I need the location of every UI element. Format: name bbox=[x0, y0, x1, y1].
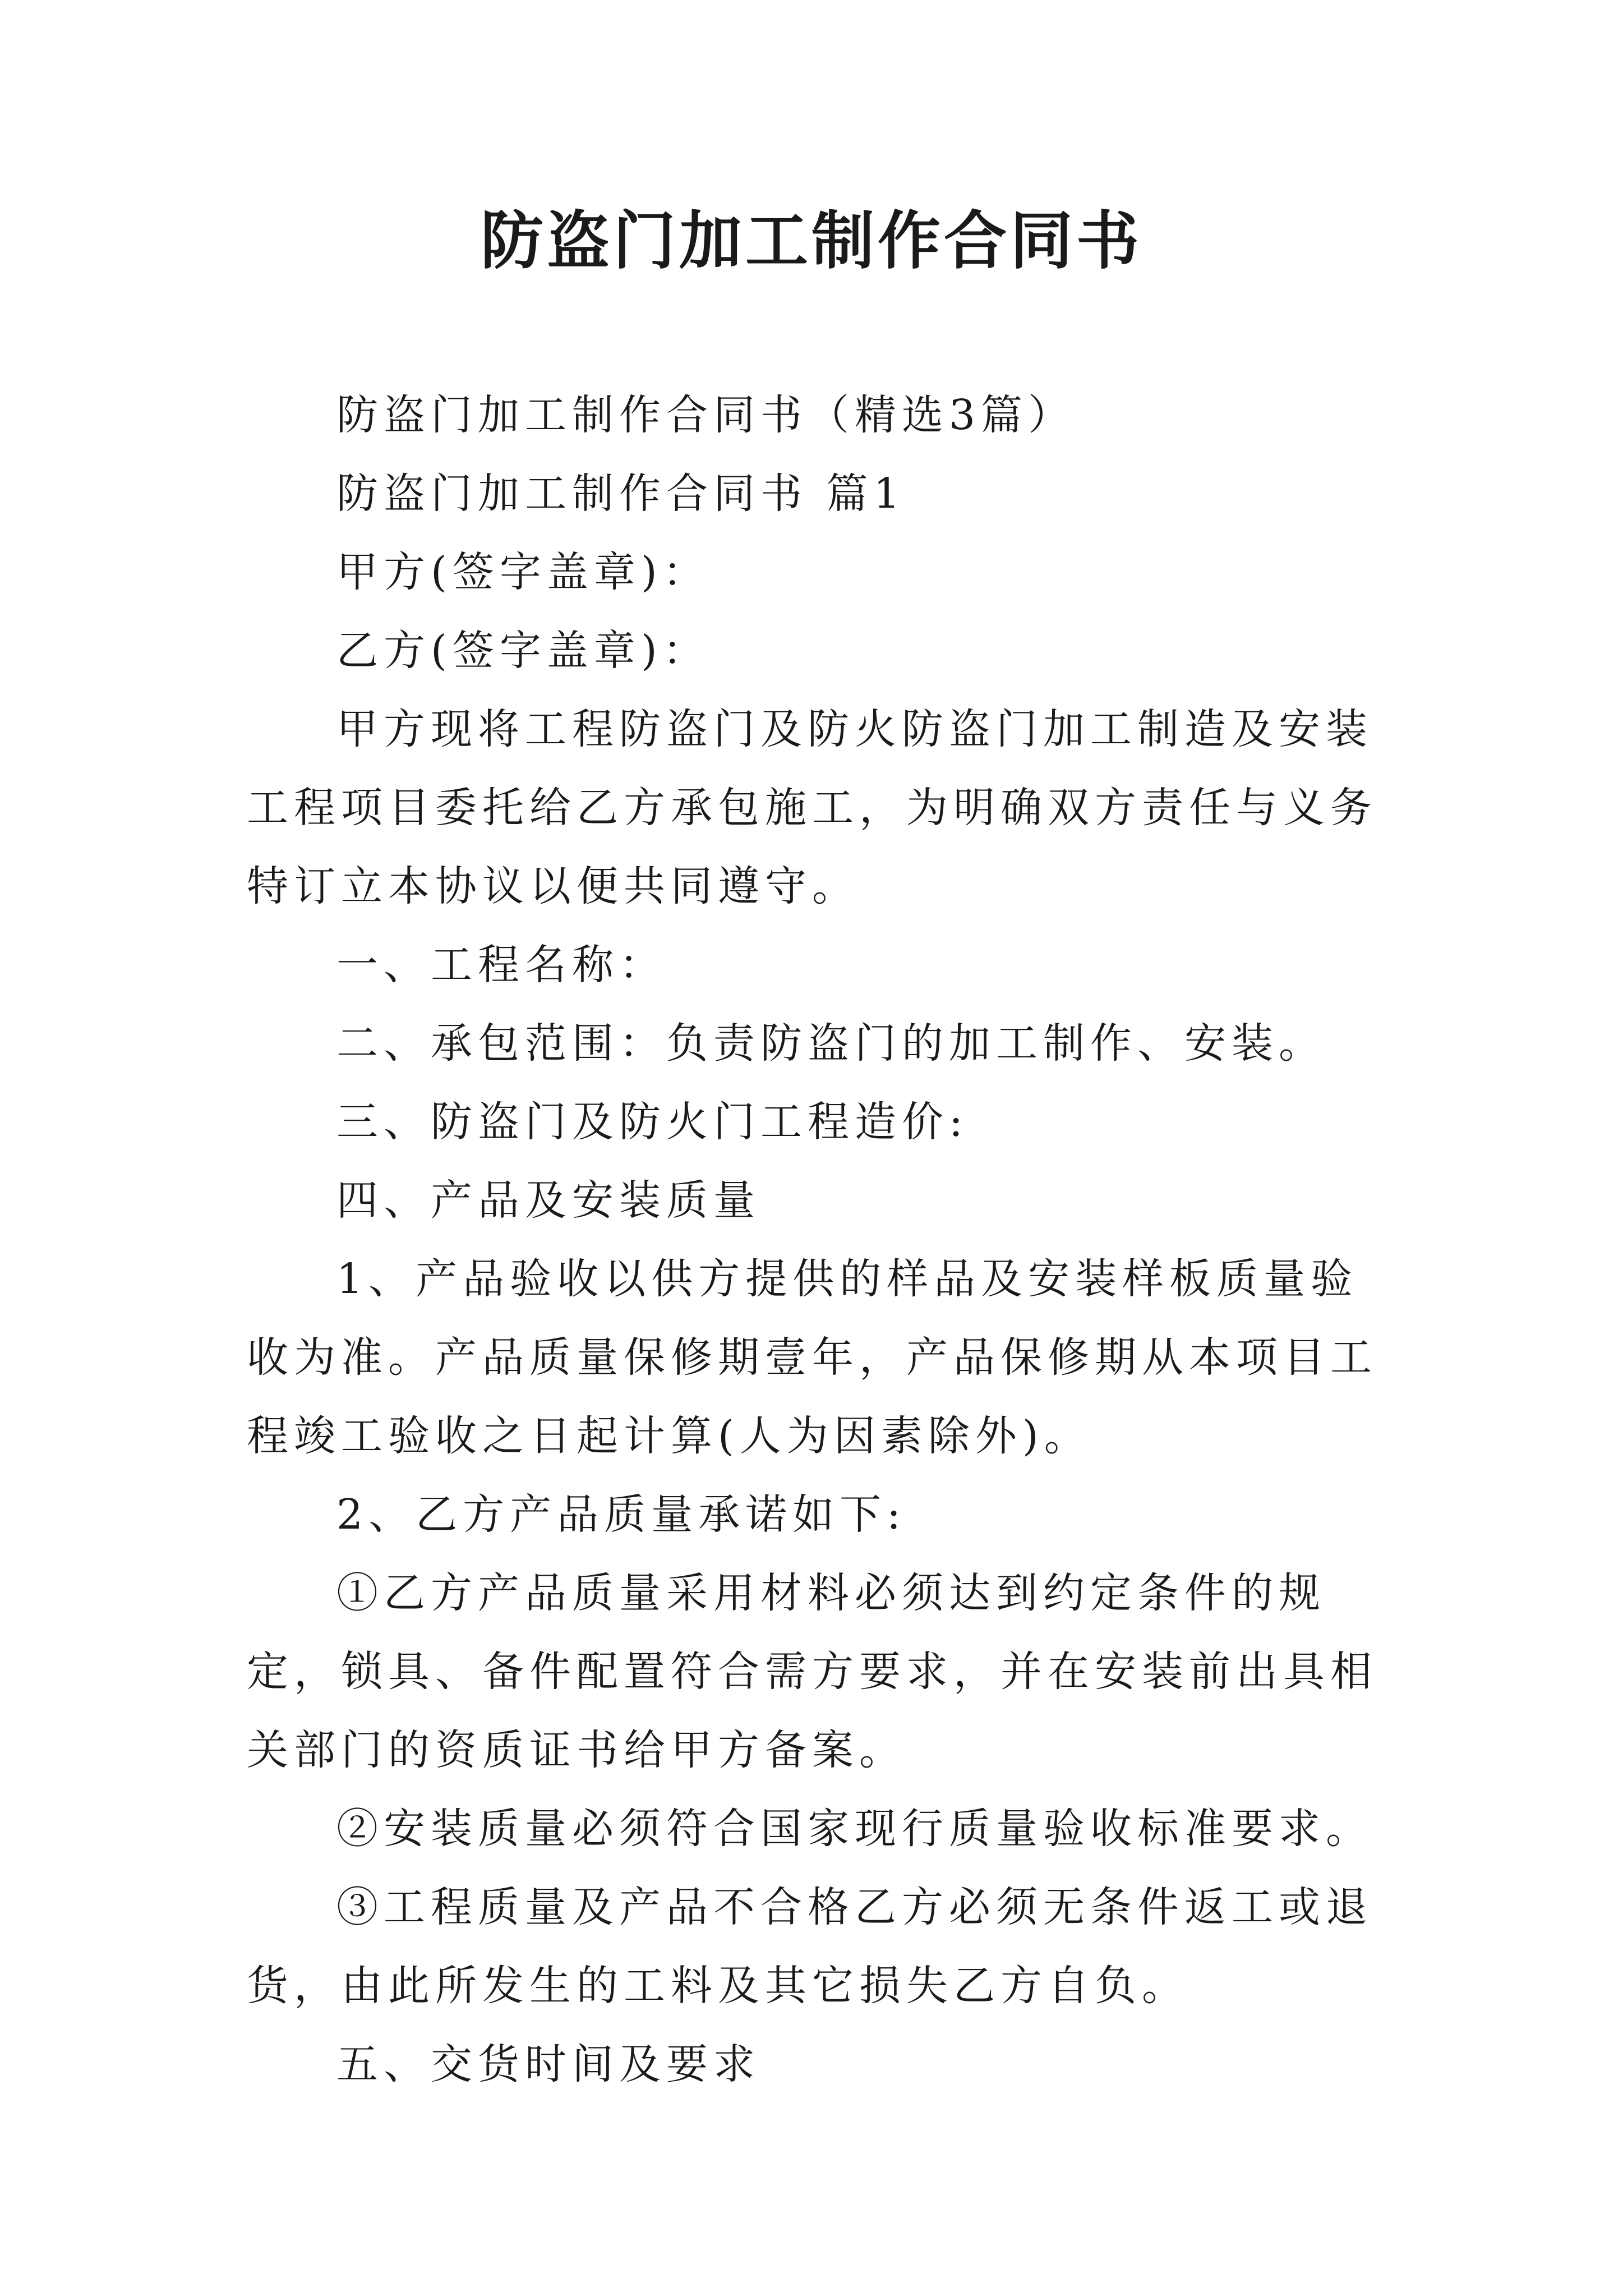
paragraph-section-5: 五、交货时间及要求 bbox=[336, 2040, 760, 2088]
paragraph-section-3: 三、防盗门及防火门工程造价: bbox=[336, 1098, 969, 1146]
paragraph-section-2: 二、承包范围：负责防盗门的加工制作、安装。 bbox=[336, 1019, 1326, 1068]
paragraph-section-1: 一、工程名称： bbox=[336, 941, 666, 989]
paragraph-subtitle: 防盗门加工制作合同书（精选3篇） bbox=[336, 391, 1076, 439]
paragraph-item-4-1: 1、产品验收以供方提供的样品及安装样板质量验收为准。产品质量保修期壹年，产品保修期从本项目工程竣工验收之日起计算(人为因素除外)。 bbox=[247, 1255, 1377, 1460]
paragraph-item-4-2: 2、乙方产品质量承诺如下: bbox=[336, 1490, 907, 1539]
paragraph-section-4: 四、产品及安装质量 bbox=[336, 1176, 760, 1225]
paragraph-item-4-2-c: ③工程质量及产品不合格乙方必须无条件返工或退货，由此所发生的工料及其它损失乙方自负。 bbox=[247, 1883, 1373, 2010]
document-body bbox=[247, 376, 1396, 2104]
paragraph-intro: 甲方现将工程防盗门及防火防盗门加工制造及安装工程项目委托给乙方承包施工，为明确双方责任与义务特订立本协议以便共同遵守。 bbox=[247, 705, 1377, 910]
paragraph-party-a: 甲方(签字盖章)： bbox=[336, 548, 710, 596]
paragraph-party-b: 乙方(签字盖章)： bbox=[336, 627, 710, 675]
document-title: 防盗门加工制作合同书 bbox=[481, 204, 1142, 278]
paragraph-part-heading: 防盗门加工制作合同书 篇1 bbox=[336, 470, 906, 518]
paragraph-item-4-2-a: ①乙方产品质量采用材料必须达到约定条件的规定，锁具、备件配置符合需方要求，并在安装前出具相关部门的资质证书给甲方备案。 bbox=[247, 1569, 1377, 1774]
paragraph-item-4-2-b: ②安装质量必须符合国家现行质量验收标准要求。 bbox=[336, 1805, 1373, 1853]
